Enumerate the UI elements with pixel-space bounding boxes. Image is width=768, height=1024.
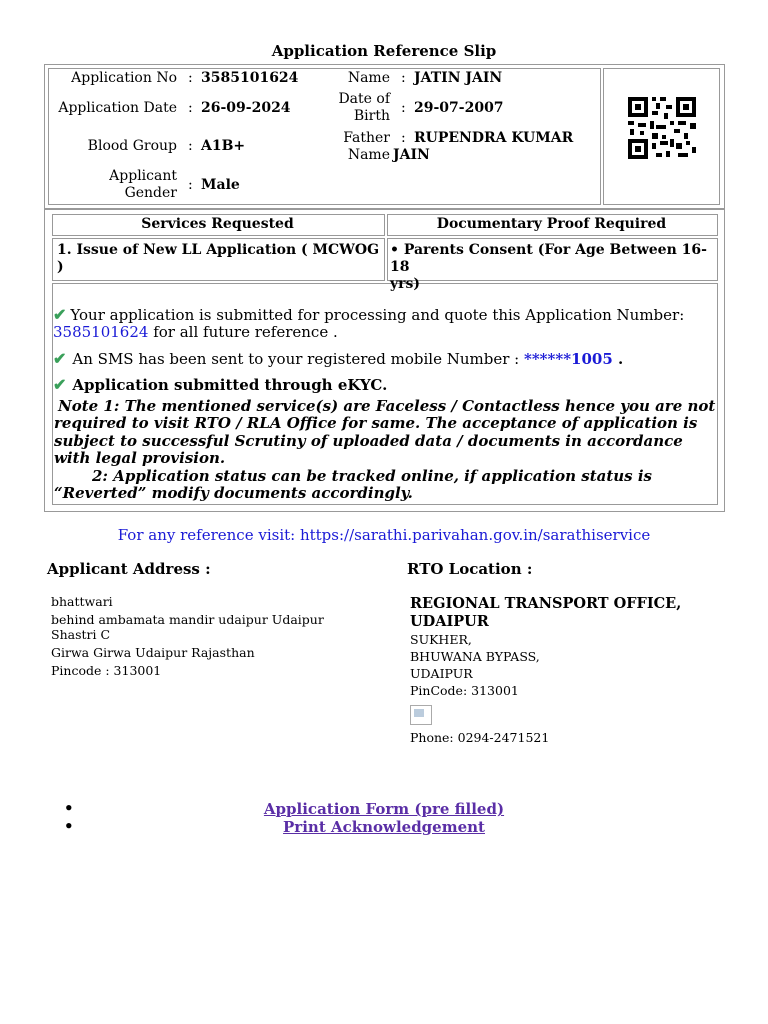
list-item xyxy=(0,818,768,836)
app-no-label: Application No xyxy=(71,70,177,86)
check-icon: ✔ xyxy=(53,375,67,394)
ekyc-message: ✔ Application submitted through eKYC. xyxy=(53,375,388,394)
gender-label-line2: Gender xyxy=(124,185,177,201)
colon: : xyxy=(188,177,193,193)
service-item-line2: ) xyxy=(57,259,64,275)
service-item-line1: 1. Issue of New LL Application ( MCWOG xyxy=(57,242,380,258)
colon: : xyxy=(188,138,193,154)
check-icon: ✔ xyxy=(53,305,67,324)
colon: : xyxy=(188,70,193,86)
father-label-line1: Father xyxy=(343,130,390,146)
gender-value: Male xyxy=(201,177,240,193)
father-label-line2: Name xyxy=(347,147,390,163)
dob-label-line2: Birth xyxy=(353,108,390,124)
proof-header: Documentary Proof Required xyxy=(436,216,667,232)
father-name-line1: RUPENDRA KUMAR xyxy=(414,130,574,146)
applicant-address-heading: Applicant Address : xyxy=(47,560,211,578)
app-date-label: Application Date xyxy=(58,100,177,116)
links-list xyxy=(0,800,768,836)
reference-link-text: For any reference visit: https://sarathi.parivahan.gov.in/sarathiservice xyxy=(117,526,651,544)
address-line: Girwa Girwa Udaipur Rajasthan xyxy=(51,645,255,660)
rto-address-line: UDAIPUR xyxy=(410,666,473,681)
qr-code-icon xyxy=(626,95,698,161)
app-no-value: 3585101624 xyxy=(201,70,299,86)
blood-group-value: A1B+ xyxy=(201,138,246,154)
name-value: JATIN JAIN xyxy=(414,70,503,86)
colon: : xyxy=(401,70,406,86)
gender-label xyxy=(50,168,177,202)
print-acknowledgement-link[interactable]: Print Acknowledgement xyxy=(283,818,485,836)
pincode: Pincode : 313001 xyxy=(51,663,162,678)
notes xyxy=(54,398,719,502)
note-2: 2: Application status can be tracked online, if application status is “Reverted” modify documents accordingly. xyxy=(54,466,652,503)
father-name-line2: JAIN xyxy=(393,147,430,163)
dob-label-line1: Date of xyxy=(338,91,390,107)
rto-name: REGIONAL TRANSPORT OFFICE, UDAIPUR xyxy=(410,595,682,630)
colon: : xyxy=(401,100,406,116)
gender-label-line1: Applicant xyxy=(109,168,177,184)
rto-phone: Phone: 0294-2471521 xyxy=(410,730,550,745)
dob-label xyxy=(300,91,390,125)
list-item xyxy=(0,800,768,818)
mobile-number: ******1005 xyxy=(523,350,613,368)
proof-item xyxy=(390,242,717,293)
rto-location xyxy=(410,595,710,746)
name-label: Name xyxy=(347,70,390,86)
application-form-link[interactable]: Application Form (pre filled) xyxy=(263,800,505,818)
note-1: Note 1: The mentioned service(s) are Faceless / Contactless hence you are not required to visit RTO / RLA Office for same. The acceptance of application is subject to successful Scrutiny of uploaded data / documents in accordance with legal provision. xyxy=(54,397,716,468)
rto-location-heading: RTO Location : xyxy=(407,560,533,578)
address-line: bhattwari xyxy=(51,594,113,609)
colon: : xyxy=(188,100,193,116)
check-icon: ✔ xyxy=(53,349,67,368)
proof-item-line1: • Parents Consent (For Age Between 16-18 xyxy=(390,242,707,275)
father-label xyxy=(300,130,390,164)
submission-message: ✔ Your application is submitted for processing and quote this Application Number: 3585101624 for all future reference . xyxy=(53,305,685,341)
rto-address-line: BHUWANA BYPASS, xyxy=(410,649,540,664)
colon: : xyxy=(401,130,406,146)
service-item xyxy=(57,242,382,276)
address-line: behind ambamata mandir udaipur Udaipur Shastri C xyxy=(51,612,324,642)
sms-message: ✔ An SMS has been sent to your registered mobile Number : ******1005 . xyxy=(53,349,624,368)
application-number-link: 3585101624 xyxy=(53,323,149,341)
app-date-value: 26-09-2024 xyxy=(201,100,291,116)
rto-address-line: SUKHER, xyxy=(410,632,472,647)
blood-group-label: Blood Group xyxy=(87,138,177,154)
applicant-address xyxy=(51,594,341,678)
broken-image-icon xyxy=(410,705,432,725)
rto-pincode: PinCode: 313001 xyxy=(410,683,519,698)
page-title: Application Reference Slip xyxy=(271,42,497,60)
dob-value: 29-07-2007 xyxy=(414,100,504,116)
proof-item-line2: yrs) xyxy=(390,276,421,292)
services-header: Services Requested xyxy=(141,216,294,232)
